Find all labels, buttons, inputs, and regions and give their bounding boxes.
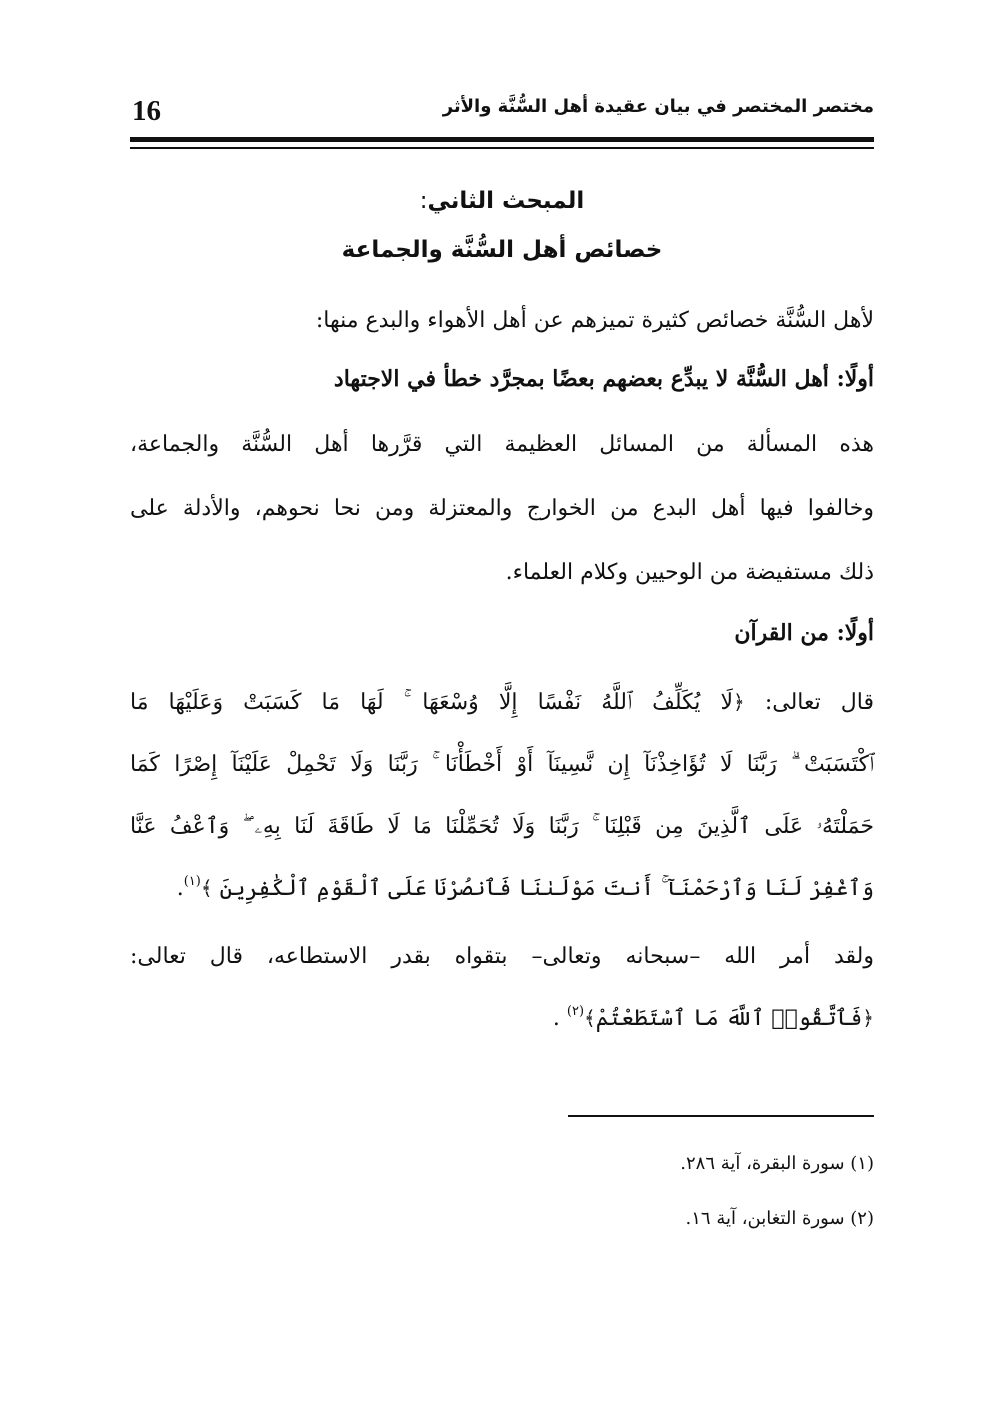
intro-line: لأهل السُّنَّة خصائص كثيرة تميزهم عن أهل الأهواء والبدع منها: [315,308,874,333]
footnote-rule [568,1115,874,1117]
quran-brace-open-2: ﴿ [862,1006,874,1030]
verse-1-text-4: وَٱغْفِرْ لَنَا وَٱرْحَمْنَآ ۚ أَنتَ مَوْلَىٰنَا فَٱنصُرْنَا عَلَى ٱلْقَوْمِ ٱلْكَٰفِرِينَ [219,876,874,901]
paragraph-line-1: هذه المسألة من المسائل العظيمة التي قرَّرها أهل السُّنَّة والجماعة، [130,432,874,457]
footnote-ref-2: (٢) [566,1004,585,1019]
running-title: مختصر المختصر في بيان عقيدة أهل السُّنَّة والأثر [442,96,874,117]
verse-1-line-2: ٱكْتَسَبَتْ ۗ رَبَّنَا لَا تُؤَاخِذْنَآ إِن نَّسِينَآ أَوْ أَخْطَأْنَا ۚ رَبَّنَا وَلَا تَحْمِلْ عَلَيْنَآ إِصْرًا كَمَا [130,752,874,777]
paragraph-2-line-1: ولقد أمر الله –سبحانه وتعالى– بتقواه بقدر الاستطاعه، قال تعالى: [130,944,874,969]
header-rule-thick [130,137,874,142]
quran-brace-close-2: ﴾ [584,1006,596,1030]
footnote-ref-1: (١) [183,874,201,889]
verse-1-line-3: حَمَلْتَهُۥ عَلَى ٱلَّذِينَ مِن قَبْلِنَا ۚ رَبَّنَا وَلَا تُحَمِّلْنَا مَا لَا طَاقَةَ لَنَا بِهِۦ ۖ وَٱعْفُ عَنَّا [130,814,874,839]
verse-1-line-4 [130,876,874,901]
footnote-2: (٢) سورة التغابن، آية ١٦. [685,1208,874,1229]
paragraph-line-3: ذلك مستفيضة من الوحيين وكلام العلماء. [505,560,874,585]
verse-2-line [130,1006,874,1031]
section-heading-colon: : [419,188,428,214]
point-first-heading: أولًا: أهل السُّنَّة لا يبدِّع بعضهم بعضًا بمجرَّد خطأ في الاجتهاد [333,366,874,392]
verse-1-period: . [176,876,184,901]
verse-1-line-1 [130,690,874,715]
section-heading [130,188,874,214]
verse-1-text-1: لَا يُكَلِّفُ ٱللَّهُ نَفْسًا إِلَّا وُسْعَهَا ۚ لَهَا مَا كَسَبَتْ وَعَلَيْهَا مَا [130,690,734,715]
quran-brace-close: ﴾ [200,876,213,900]
verse-intro: قال تعالى: [764,690,875,715]
subheading-quran: أولًا: من القرآن [734,620,874,646]
paragraph-line-2: وخالفوا فيها أهل البدع من الخوارج والمعتزلة ومن نحا نحوهم، والأدلة على [130,496,874,521]
verse-2-period: . [552,1006,560,1031]
header-rule-thin [130,147,874,149]
quran-brace-open: ﴿ [733,690,745,714]
section-title: خصائص أهل السُّنَّة والجماعة [341,237,663,263]
page-number: 16 [132,95,161,127]
section-heading-label: المبحث الثاني [427,188,585,214]
footnote-1: (١) سورة البقرة، آية ٢٨٦. [680,1153,874,1174]
verse-2-text: فَٱتَّقُوا۟ ٱللَّهَ مَا ٱسْتَطَعْتُمْ [595,1006,863,1031]
